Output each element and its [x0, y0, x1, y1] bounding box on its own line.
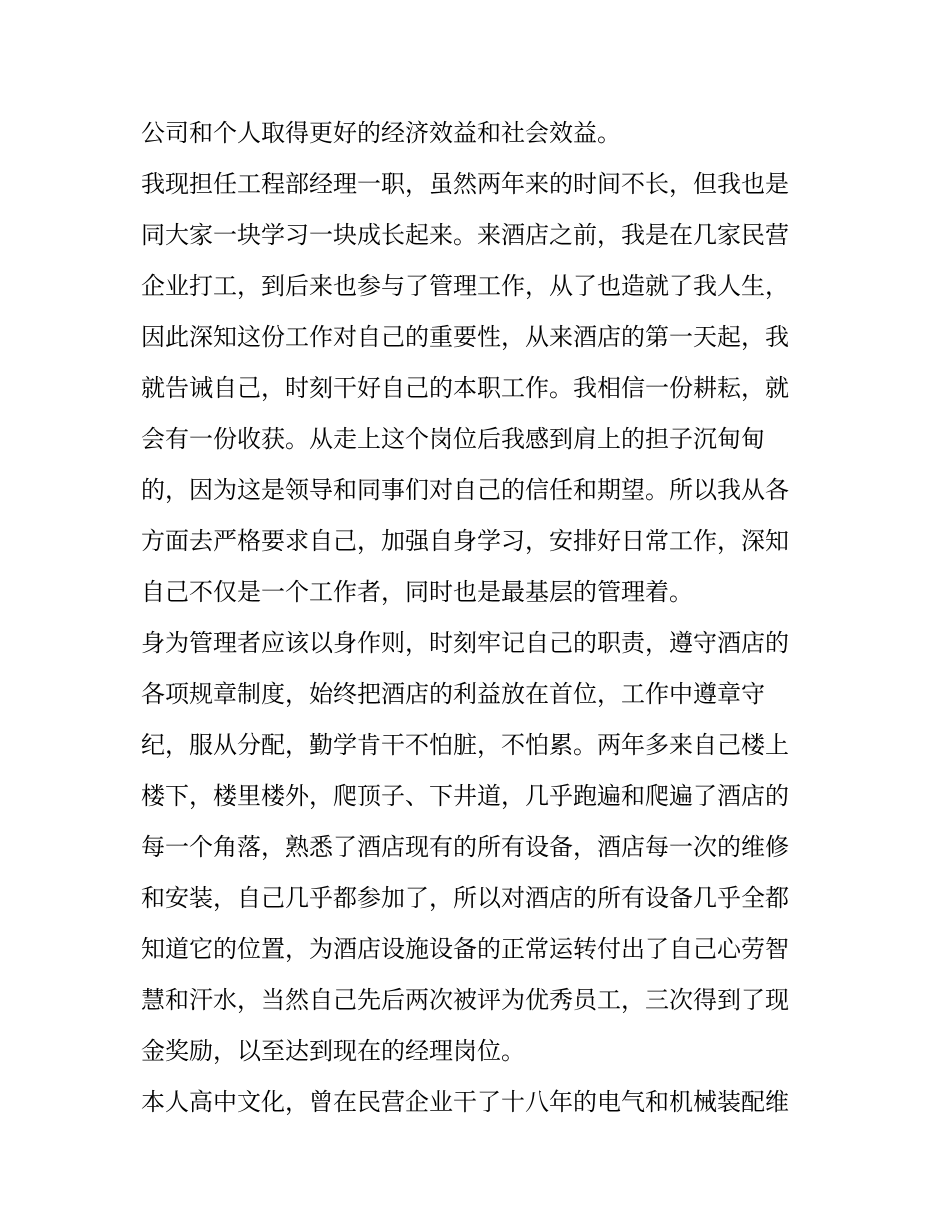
- text-line: 慧和汗水，当然自己先后两次被评为优秀员工，三次得到了现: [141, 986, 789, 1014]
- text-line: 自己不仅是一个工作者，同时也是最基层的管理着。: [141, 578, 693, 606]
- text-line: 楼下，楼里楼外，爬顶子、下井道，几乎跑遍和爬遍了酒店的: [141, 782, 789, 810]
- text-line: 知道它的位置，为酒店设施设备的正常运转付出了自己心劳智: [141, 935, 789, 963]
- text-line: 和安装，自己几乎都参加了，所以对酒店的所有设备几乎全都: [141, 884, 789, 912]
- text-line: 的，因为这是领导和同事们对自己的信任和期望。所以我从各: [141, 476, 789, 504]
- body-text: [141, 108, 816, 1128]
- text-line: 身为管理者应该以身作则，时刻牢记自己的职责，遵守酒店的: [141, 629, 789, 657]
- text-line: 企业打工，到后来也参与了管理工作，从了也造就了我人生，: [141, 272, 789, 300]
- text-line: 金奖励，以至达到现在的经理岗位。: [141, 1037, 525, 1065]
- text-line: 我现担任工程部经理一职，虽然两年来的时间不长，但我也是: [141, 170, 789, 198]
- text-line: 会有一份收获。从走上这个岗位后我感到肩上的担子沉甸甸: [141, 425, 765, 453]
- text-line: 纪，服从分配，勤学肯干不怕脏，不怕累。两年多来自己楼上: [141, 731, 789, 759]
- text-line: 每一个角落，熟悉了酒店现有的所有设备，酒店每一次的维修: [141, 833, 789, 861]
- text-line: 方面去严格要求自己，加强自身学习，安排好日常工作，深知: [141, 527, 789, 555]
- text-line: 因此深知这份工作对自己的重要性，从来酒店的第一天起，我: [141, 323, 789, 351]
- text-line: 各项规章制度，始终把酒店的利益放在首位，工作中遵章守: [141, 680, 765, 708]
- text-line: 同大家一块学习一块成长起来。来酒店之前，我是在几家民营: [141, 221, 789, 249]
- text-line: 公司和个人取得更好的经济效益和社会效益。: [141, 119, 621, 147]
- text-line: 就告诫自己，时刻干好自己的本职工作。我相信一份耕耘，就: [141, 374, 789, 402]
- text-line: 本人高中文化，曾在民营企业干了十八年的电气和机械装配维: [141, 1088, 789, 1116]
